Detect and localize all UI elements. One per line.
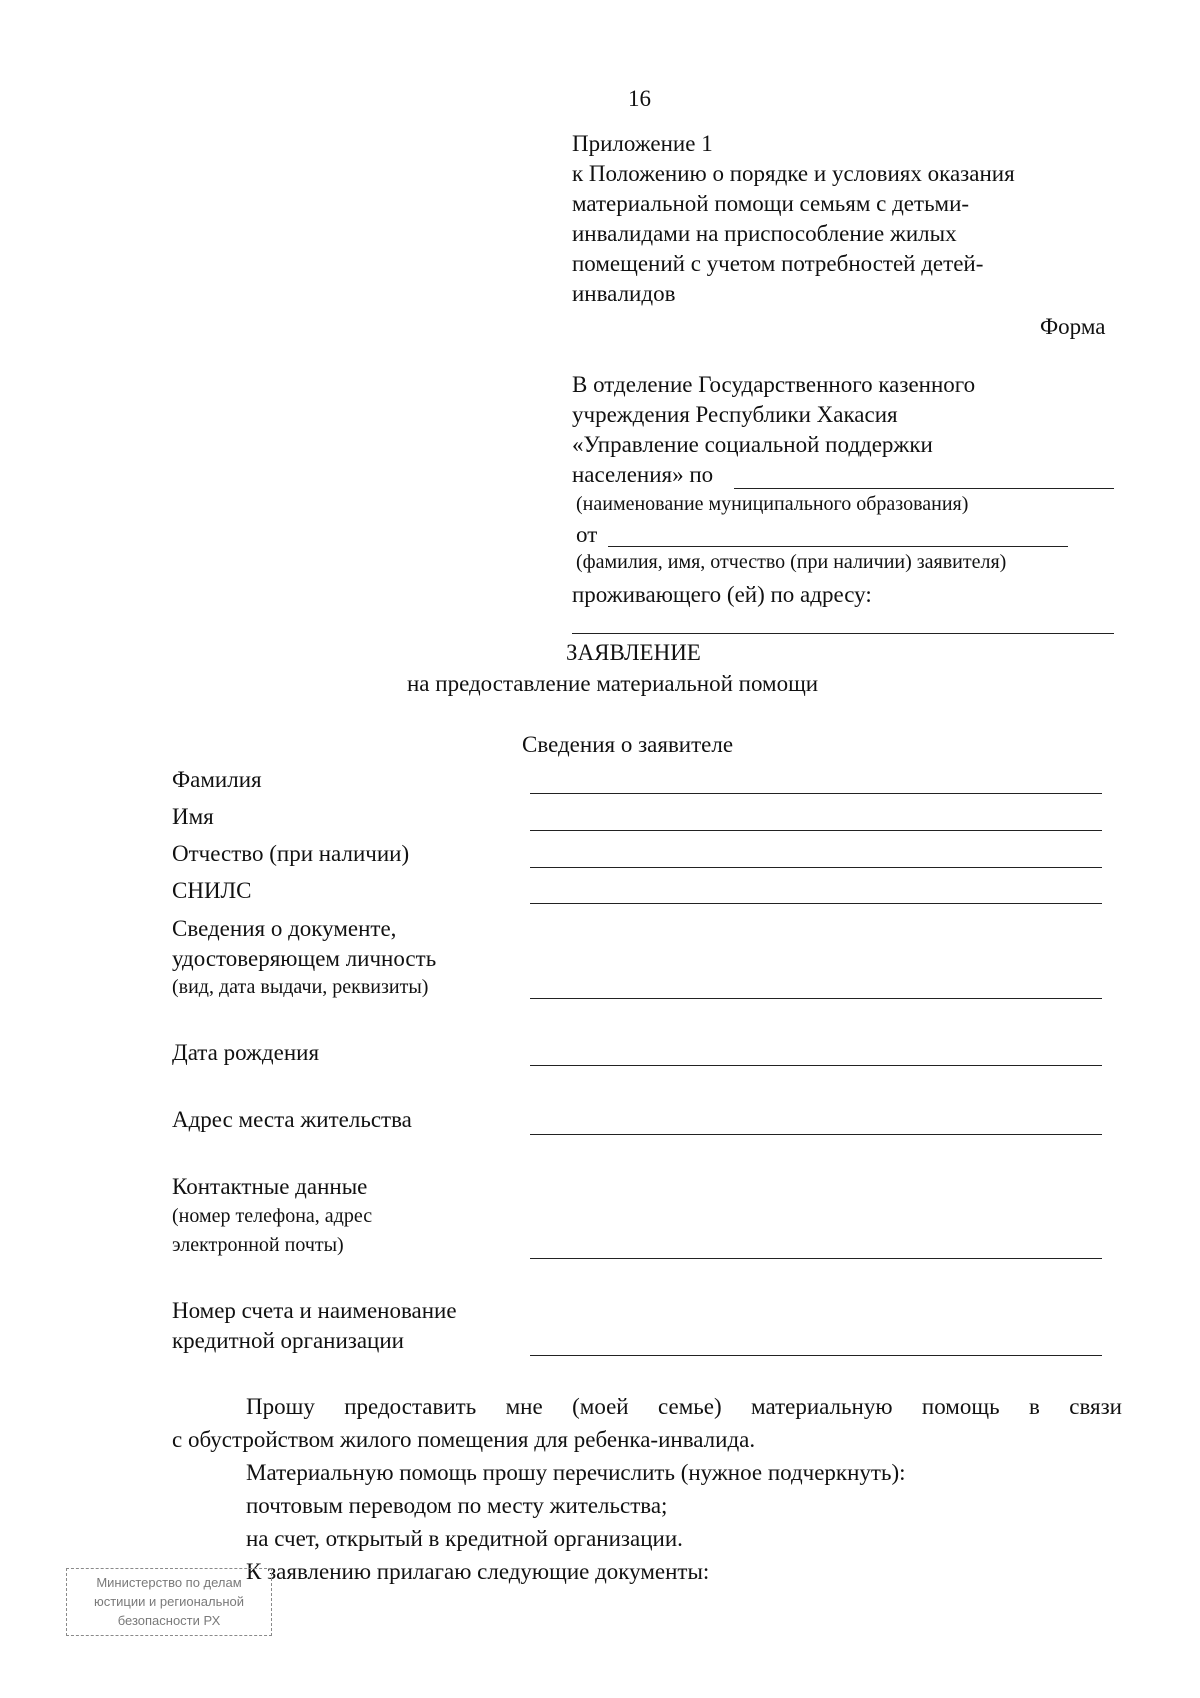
stamp-line: Министерство по делам <box>96 1575 242 1590</box>
field-fill-line[interactable] <box>530 830 1102 831</box>
request-paragraph <box>172 1390 1122 1456</box>
addressee-line: В отделение Государственного казенного <box>572 372 976 397</box>
field-label: (номер телефона, адрес <box>172 1205 373 1227</box>
field-label: Имя <box>172 804 214 829</box>
appendix-line: помещений с учетом потребностей детей- <box>572 251 984 276</box>
request-line-1: Прошу предоставить мне (моей семье) материальную помощь в связи <box>246 1394 1122 1419</box>
applicant-name-fill-line[interactable] <box>608 546 1068 547</box>
field-fill-line[interactable] <box>530 1065 1102 1066</box>
addressee-line: учреждения Республики Хакасия <box>572 402 898 427</box>
section-title: Сведения о заявителе <box>522 732 734 757</box>
appendix-line: инвалидами на приспособление жилых <box>572 221 957 246</box>
from-label: от <box>576 522 598 547</box>
field-label: Номер счета и наименование <box>172 1298 457 1323</box>
appendix-line: материальной помощи семьям с детьми- <box>572 191 970 216</box>
field-fill-line[interactable] <box>530 1258 1102 1259</box>
field-label: Фамилия <box>172 767 262 792</box>
option-postal-transfer[interactable]: почтовым переводом по месту жительства; <box>246 1493 668 1518</box>
appendix-title: Приложение 1 <box>572 131 713 156</box>
stamp-line: безопасности РХ <box>117 1613 221 1628</box>
address-fill-line[interactable] <box>572 633 1114 634</box>
municipality-hint: (наименование муниципального образования) <box>576 493 969 515</box>
form-label: Форма <box>1040 314 1106 339</box>
field-label: Сведения о документе, <box>172 916 397 941</box>
field-label: Отчество (при наличии) <box>172 841 410 866</box>
field-label: кредитной организации <box>172 1328 404 1353</box>
field-label: Дата рождения <box>172 1040 320 1065</box>
field-label: удостоверяющем личность <box>172 946 437 971</box>
page-number: 16 <box>628 86 651 111</box>
addressee-line: населения» по <box>572 462 714 487</box>
field-label: СНИЛС <box>172 878 252 903</box>
option-bank-account[interactable]: на счет, открытый в кредитной организации. <box>246 1526 683 1551</box>
name-hint: (фамилия, имя, отчество (при наличии) заявителя) <box>576 551 1007 573</box>
document-subtitle: на предоставление материальной помощи <box>407 671 819 696</box>
addressee-line: «Управление социальной поддержки <box>572 432 933 457</box>
transfer-method-paragraph: Материальную помощь прошу перечислить (нужное подчеркнуть): <box>246 1460 906 1485</box>
field-label: (вид, дата выдачи, реквизиты) <box>172 976 429 998</box>
municipality-fill-line[interactable] <box>734 488 1114 489</box>
registration-stamp <box>66 1568 272 1636</box>
document-title: ЗАЯВЛЕНИЕ <box>566 640 701 665</box>
attachments-paragraph: К заявлению прилагаю следующие документы: <box>246 1559 710 1584</box>
field-label: Адрес места жительства <box>172 1107 412 1132</box>
appendix-line: инвалидов <box>572 281 676 306</box>
address-label: проживающего (ей) по адресу: <box>572 582 872 607</box>
field-fill-line[interactable] <box>530 1134 1102 1135</box>
field-fill-line[interactable] <box>530 867 1102 868</box>
field-label: электронной почты) <box>172 1234 344 1256</box>
field-fill-line[interactable] <box>530 903 1102 904</box>
field-fill-line[interactable] <box>530 1355 1102 1356</box>
appendix-line: к Положению о порядке и условиях оказания <box>572 161 1015 186</box>
field-fill-line[interactable] <box>530 793 1102 794</box>
request-line-2: с обустройством жилого помещения для ребенка-инвалида. <box>172 1427 756 1452</box>
field-label: Контактные данные <box>172 1174 368 1199</box>
stamp-line: юстиции и региональной <box>93 1594 245 1609</box>
field-fill-line[interactable] <box>530 998 1102 999</box>
